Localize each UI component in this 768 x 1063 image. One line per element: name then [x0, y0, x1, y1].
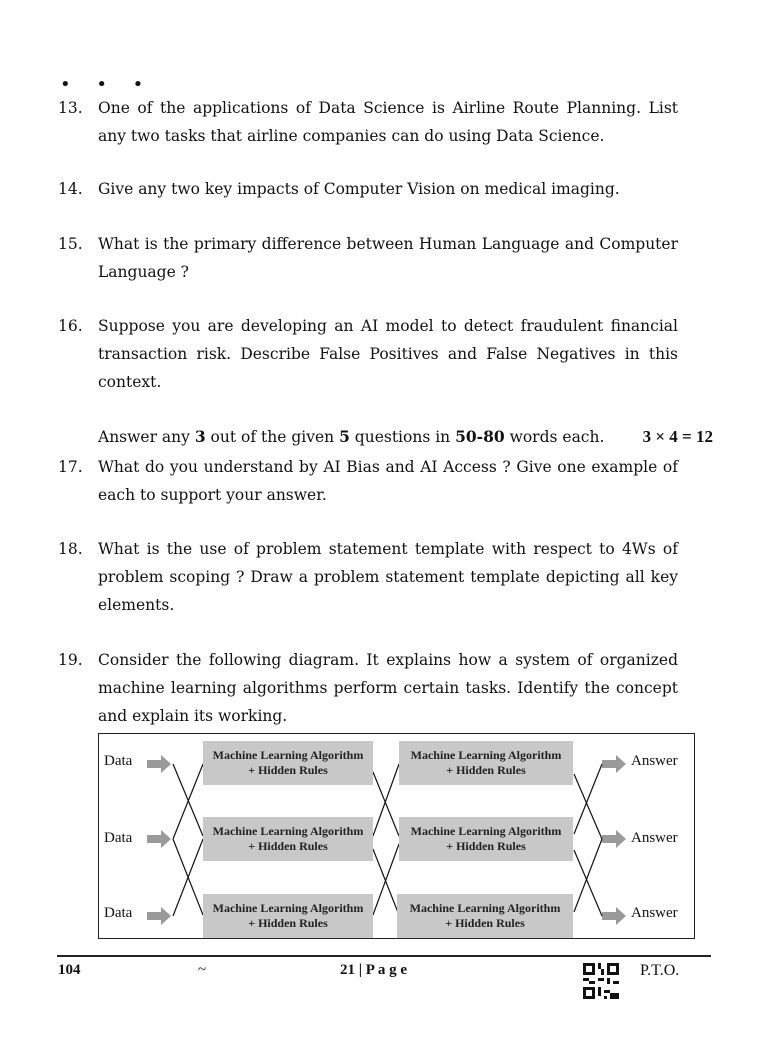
box-line: + Hidden Rules [248, 763, 328, 777]
ml-algorithm-box [397, 894, 573, 938]
instruction-text: words each. [504, 428, 605, 446]
question-15 [58, 230, 678, 286]
continuation-marker: • • • [60, 74, 154, 95]
box-line: Machine Learning Algorithm [212, 901, 364, 915]
footer-code: 104 [58, 962, 81, 978]
question-number: 16. [58, 317, 83, 335]
box-line: Machine Learning Algorithm [212, 748, 364, 762]
output-label: Answer [631, 830, 678, 846]
ml-algorithm-box [399, 741, 573, 785]
question-text: One of the applications of Data Science is Airline Route Planning. List any two tasks that airline companies can do using Data Science. [98, 99, 678, 145]
footer-divider [57, 955, 711, 957]
question-text: What is the use of problem statement template with respect to 4Ws of problem scoping ? Draw a problem statement template depicting all key elements. [98, 540, 678, 614]
box-line: Machine Learning Algorithm [410, 824, 562, 838]
input-label: Data [104, 830, 133, 846]
question-text: What is the primary difference between Human Language and Computer Language ? [98, 235, 678, 281]
question-number: 15. [58, 235, 83, 253]
qr-code-icon [583, 963, 619, 999]
box-line: Machine Learning Algorithm [410, 748, 562, 762]
question-number: 14. [58, 180, 83, 198]
question-text: Consider the following diagram. It explains how a system of organized machine learning algorithms perform certain tasks. Identify the concept and explain its working. [98, 651, 678, 725]
question-14 [58, 175, 678, 203]
output-label: Answer [631, 753, 678, 769]
question-text: Suppose you are developing an AI model to detect fraudulent financial transaction risk. Describe False Positives and False Negatives in this context. [98, 317, 678, 391]
box-line: + Hidden Rules [248, 916, 328, 930]
input-label: Data [104, 753, 133, 769]
question-19 [58, 646, 678, 730]
box-line: + Hidden Rules [445, 916, 525, 930]
input-label: Data [104, 905, 133, 921]
instruction-text: Answer any [98, 428, 195, 446]
question-number: 13. [58, 99, 83, 117]
box-line: + Hidden Rules [248, 839, 328, 853]
output-label: Answer [631, 905, 678, 921]
pto-label: P.T.O. [640, 962, 680, 979]
ml-algorithm-box [203, 817, 373, 861]
instruction-text: questions in [349, 428, 456, 446]
question-number: 17. [58, 458, 83, 476]
question-number: 18. [58, 540, 83, 558]
question-number: 19. [58, 651, 83, 669]
ml-network-diagram [98, 733, 695, 939]
question-text: What do you understand by AI Bias and AI Access ? Give one example of each to support your answer. [98, 458, 678, 504]
question-17 [58, 453, 678, 509]
instruction-text: out of the given [205, 428, 340, 446]
ml-algorithm-box [399, 817, 573, 861]
instruction-words: 50-80 [455, 427, 505, 446]
question-16 [58, 312, 678, 396]
page-number: 21 | P a g e [340, 962, 408, 978]
box-line: + Hidden Rules [446, 763, 526, 777]
instruction-count: 3 [194, 427, 206, 446]
footer-tilde: ~ [198, 962, 207, 978]
box-line: + Hidden Rules [446, 839, 526, 853]
section-instruction [98, 423, 713, 451]
ml-algorithm-box [203, 741, 373, 785]
box-line: Machine Learning Algorithm [409, 901, 561, 915]
ml-algorithm-box [203, 894, 373, 938]
section-marks: 3 × 4 = 12 [642, 427, 713, 446]
box-line: Machine Learning Algorithm [212, 824, 364, 838]
question-13 [58, 94, 678, 150]
question-18 [58, 535, 678, 619]
instruction-total: 5 [339, 427, 350, 446]
question-text: Give any two key impacts of Computer Vision on medical imaging. [98, 180, 620, 198]
